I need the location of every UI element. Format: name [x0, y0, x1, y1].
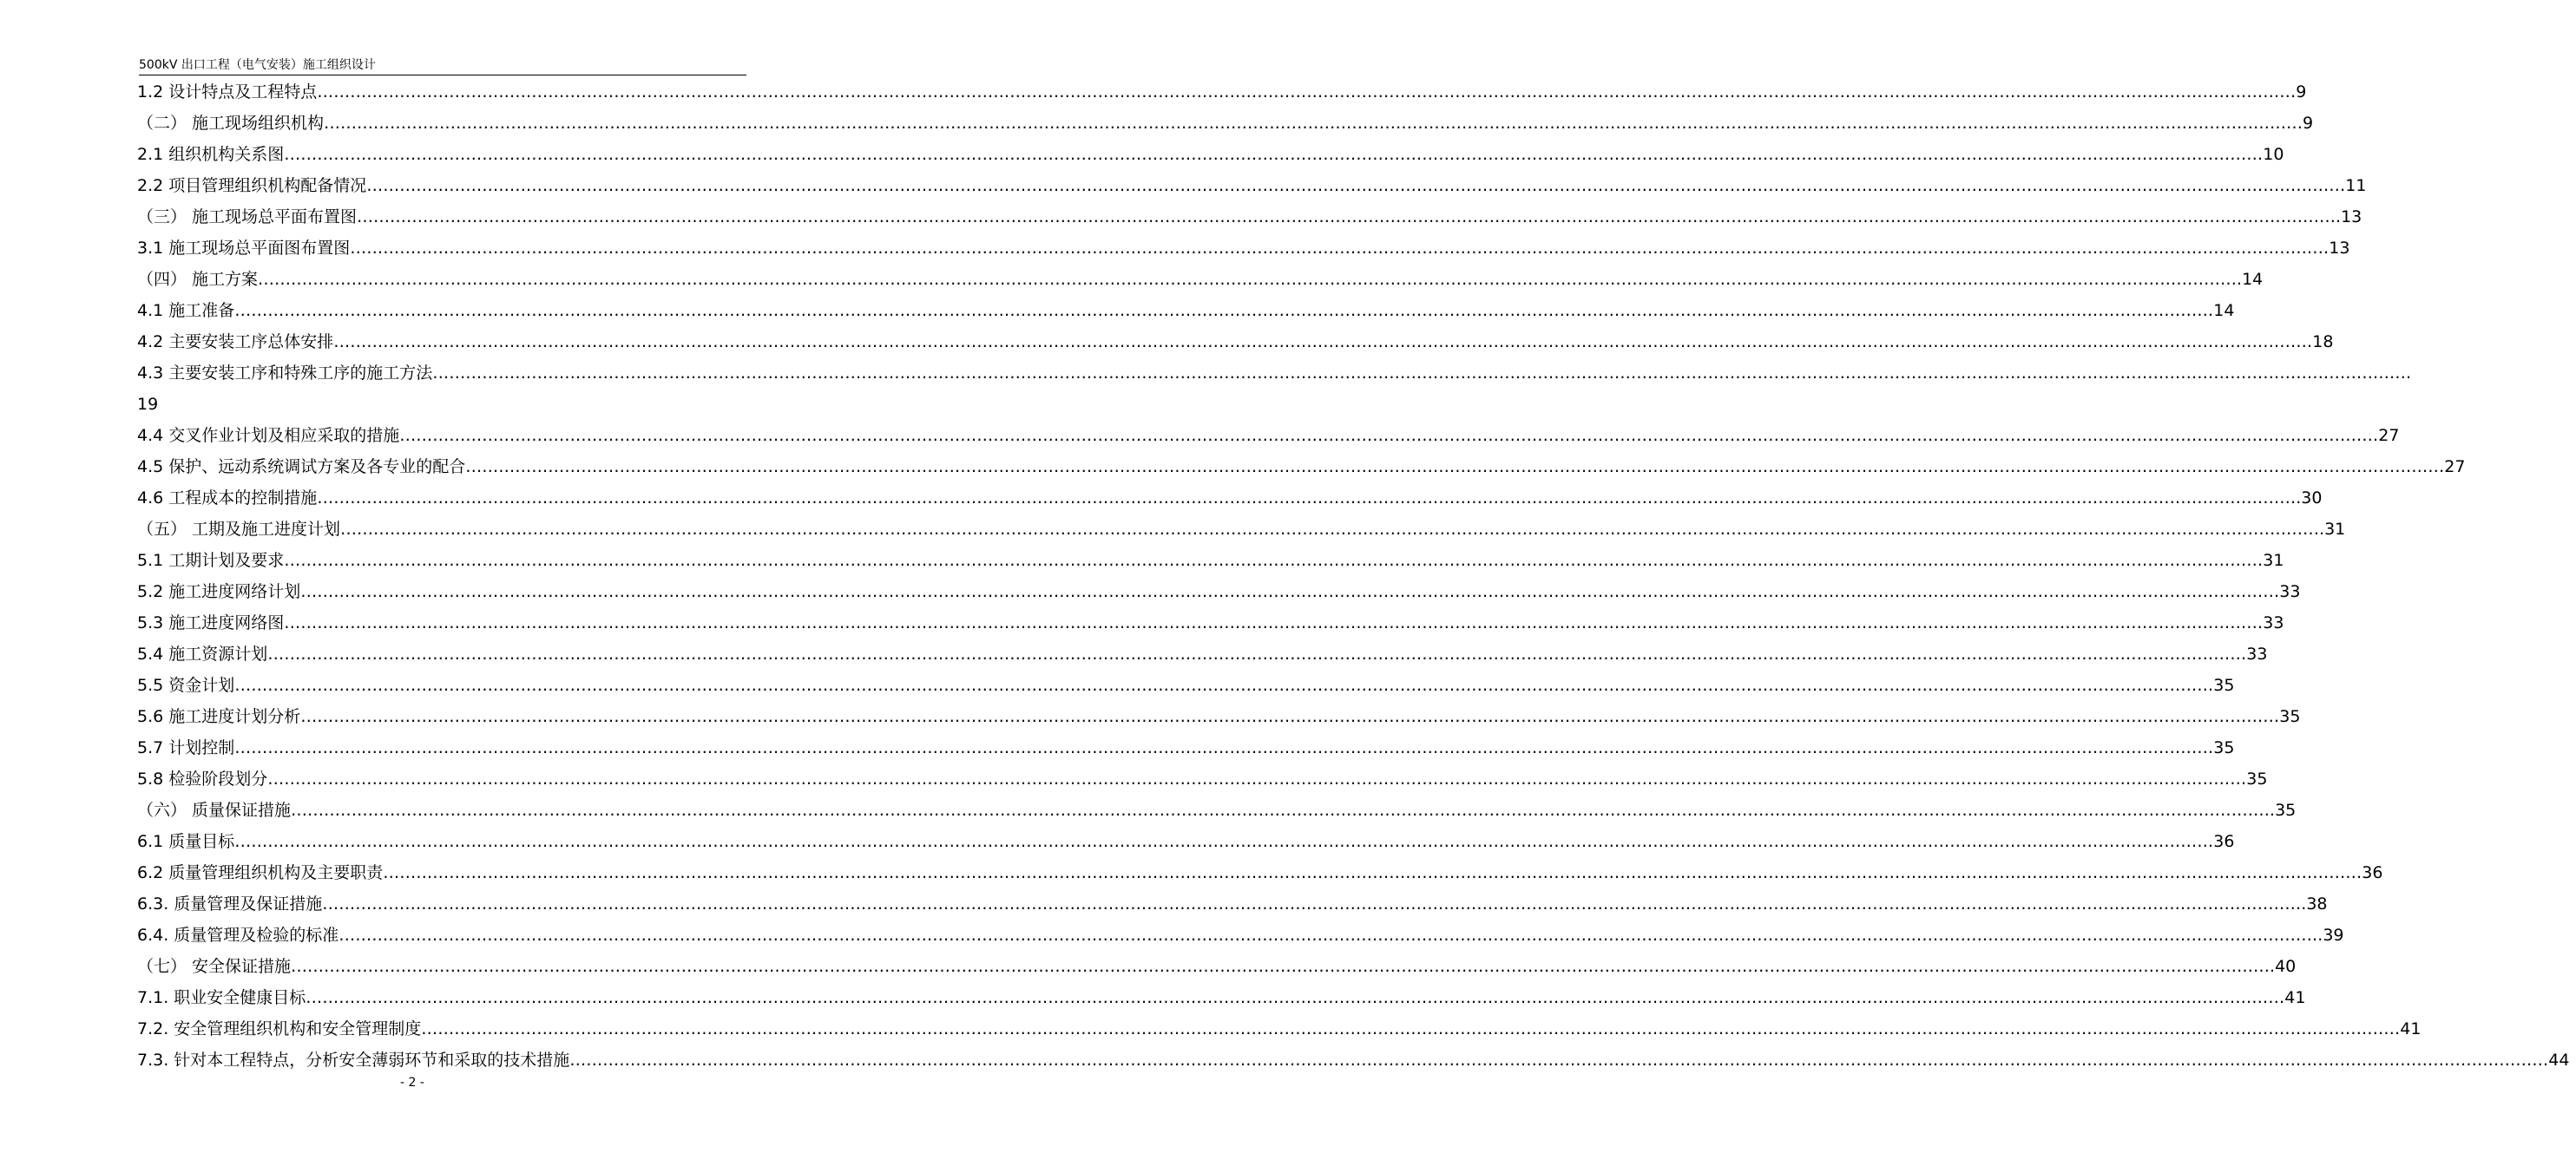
- toc-leader-dots: ………………………………………………………………………………………………………………………………………………………………………………………………………………………………………………………………………………………………………………………………: [465, 457, 2445, 476]
- toc-entry-page: 9: [2303, 114, 2314, 133]
- toc-entry[interactable]: [137, 482, 2323, 514]
- toc-leader-dots: ………………………………………………………………………………………………………………………………………………………………………………………………………………………………………………………………………………………………………………………………: [234, 738, 2214, 757]
- toc-entry-title: 4.6 工程成本的控制措施: [137, 488, 318, 508]
- toc-entry-title: 4.1 施工准备: [137, 301, 235, 320]
- toc-entry[interactable]: [137, 264, 2264, 295]
- toc-entry-page: 14: [2213, 301, 2235, 320]
- toc-entry-page: .31: [2319, 520, 2346, 539]
- toc-entry-title: 4.5 保护、远动系统调试方案及各专业的配合: [137, 457, 466, 476]
- toc-entry[interactable]: [137, 576, 2301, 607]
- toc-leader-dots: ………………………………………………………………………………………………………………………………………………………………………………………………………………………………………………………………………………………………………………………………: [300, 582, 2280, 601]
- page-header: 500kV 出口工程（电气安装）施工组织设计: [139, 58, 376, 72]
- toc-entry-page: 41: [2400, 1019, 2422, 1038]
- toc-leader-dots: ………………………………………………………………………………………………………………………………………………………………………………………………………………………………………………………………………………………………………………………………: [569, 1051, 2549, 1070]
- toc-entry-page: 41: [2284, 988, 2306, 1007]
- toc-leader-dots: ………………………………………………………………………………………………………………………………………………………………………………………………………………………………………………………………………………………………………………………………: [383, 863, 2362, 882]
- toc-entry[interactable]: [137, 920, 2344, 951]
- toc-entry[interactable]: [137, 1045, 2570, 1076]
- toc-leader-dots: ………………………………………………………………………………………………………………………………………………………………………………………………………………………………………………………………………………………………………………………………: [399, 426, 2379, 445]
- toc-entry-page: 36: [2213, 832, 2235, 851]
- toc-entry-title: （四） 施工方案: [137, 270, 259, 289]
- toc-entry[interactable]: [137, 763, 2268, 795]
- toc-entry-title: 2.1 组织机构关系图: [137, 145, 285, 164]
- toc-entry[interactable]: [137, 888, 2328, 920]
- toc-entry[interactable]: [137, 326, 2334, 357]
- toc-leader-dots: ………………………………………………………………………………………………………………………………………………………………………………………………………………………………………………………………………………………………………………………………: [234, 832, 2214, 851]
- toc-leader-dots: ………………………………………………………………………………………………………………………………………………………………………………………………………………………………………………………………………………………………………………………………: [267, 770, 2247, 789]
- toc-entry-page: 27: [2444, 457, 2466, 476]
- toc-entry[interactable]: [137, 670, 2235, 701]
- toc-entry-page: 35: [2246, 770, 2268, 789]
- toc-entry[interactable]: [137, 451, 2466, 482]
- toc-leader-dots: ………………………………………………………………………………………………………………………………………………………………………………………………………………………………………………………………………………………………………………………………: [324, 114, 2303, 133]
- toc-entry-title: 7.3. 针对本工程特点，分析安全薄弱环节和采取的技术措施: [137, 1051, 570, 1070]
- toc-entry-page: 18: [2312, 332, 2334, 351]
- toc-entry[interactable]: [137, 76, 2307, 108]
- toc-entry-title: （五） 工期及施工进度计划: [137, 520, 341, 539]
- toc-entry[interactable]: [137, 795, 2297, 826]
- toc-entry-page: 33: [2263, 613, 2284, 632]
- toc-entry-page: 10: [2263, 145, 2284, 164]
- toc-entry-page: 44: [2548, 1051, 2570, 1070]
- toc-entry-page: 33: [2246, 645, 2268, 664]
- toc-entry-title: 5.5 资金计划: [137, 676, 235, 695]
- toc-entry-title: 4.3 主要安装工序和特殊工序的施工方法: [137, 364, 433, 383]
- page-number: - 2 -: [400, 1076, 424, 1090]
- toc-entry[interactable]: [137, 357, 2412, 389]
- toc-entry-title: 5.4 施工资源计划: [137, 645, 268, 664]
- toc-entry-title: 19: [137, 395, 159, 414]
- toc-entry[interactable]: [137, 732, 2235, 763]
- toc-entry-title: 5.1 工期计划及要求: [137, 551, 285, 570]
- toc-entry[interactable]: [137, 545, 2284, 576]
- toc-entry-title: 3.1 施工现场总平面图布置图: [137, 239, 351, 258]
- toc-entry-page: 13: [2329, 239, 2350, 258]
- toc-leader-dots: ………………………………………………………………………………………………………………………………………………………………………………………………………………………………………………………………………………………………………………………………: [284, 613, 2264, 632]
- toc-entry[interactable]: [137, 639, 2268, 670]
- toc-leader-dots: ………………………………………………………………………………………………………………………………………………………………………………………………………………………………………………………………………………………………………………………………: [350, 239, 2330, 258]
- toc-entry-title: （七） 安全保证措施: [137, 957, 292, 976]
- toc-entry[interactable]: [137, 389, 746, 420]
- table-of-contents: [137, 76, 2570, 1076]
- toc-entry-page: .30: [2296, 488, 2323, 508]
- toc-entry-title: 5.8 检验阶段划分: [137, 770, 268, 789]
- toc-leader-dots: ………………………………………………………………………………………………………………………………………………………………………………………………………………………………………………………………………………………………………………………………: [234, 301, 2214, 320]
- toc-entry-title: 6.2 质量管理组织机构及主要职责: [137, 863, 384, 882]
- toc-entry-title: 7.1. 职业安全健康目标: [137, 988, 306, 1007]
- toc-entry-page: .38: [2301, 894, 2328, 914]
- toc-entry[interactable]: [137, 170, 2367, 201]
- toc-entry[interactable]: [137, 1013, 2422, 1045]
- toc-leader-dots: ………………………………………………………………………………………………………………………………………………………………………………………………………………………………………………………………………………………………………………………………: [340, 520, 2320, 539]
- toc-leader-dots: ………………………………………………………………………………………………………………………………………………………………………………………………………………………………………………………………………………………………………………………………: [300, 707, 2280, 726]
- toc-entry-title: 2.2 项目管理组织机构配备情况: [137, 176, 367, 195]
- toc-leader-dots: ………………………………………………………………………………………………………………………………………………………………………………………………………………………………………………………………………………………………………………………………: [333, 332, 2313, 351]
- toc-entry-page: 11: [2345, 176, 2367, 195]
- toc-entry-title: 5.3 施工进度网络图: [137, 613, 285, 632]
- toc-leader-dots: ………………………………………………………………………………………………………………………………………………………………………………………………………………………………………………………………………………………………………………………………: [317, 82, 2297, 102]
- toc-leader-dots: ………………………………………………………………………………………………………………………………………………………………………………………………………………………………………………………………………………………………………………………………: [338, 926, 2318, 945]
- toc-leader-dots: ………………………………………………………………………………………………………………………………………………………………………………………………………………………………………………………………………………………………………………………………: [291, 801, 2270, 820]
- toc-leader-dots: ………………………………………………………………………………………………………………………………………………………………………………………………………………………………………………………………………………………………………………………………: [322, 894, 2302, 914]
- toc-entry-title: 6.1 质量目标: [137, 832, 235, 851]
- toc-entry-page: 33: [2279, 582, 2301, 601]
- toc-entry[interactable]: [137, 295, 2235, 326]
- toc-entry-page: 35: [2213, 738, 2235, 757]
- toc-leader-dots: ………………………………………………………………………………………………………………………………………………………………………………………………………………………………………………………………………………………………………………………………: [234, 676, 2214, 695]
- toc-entry-page: 36: [2362, 863, 2383, 882]
- toc-entry-page: 31: [2263, 551, 2284, 570]
- toc-entry-page: .35: [2270, 801, 2297, 820]
- toc-entry-page: 9: [2296, 82, 2307, 102]
- toc-entry-title: 4.2 主要安装工序总体安排: [137, 332, 334, 351]
- toc-entry[interactable]: [137, 857, 2383, 888]
- toc-leader-dots: ………………………………………………………………………………………………………………………………………………………………………………………………………………………………………………………………………………………………………………………………: [366, 176, 2346, 195]
- toc-leader-dots: ………………………………………………………………………………………………………………………………………………………………………………………………………………………………………………………………………………………………………………………………: [432, 364, 2412, 383]
- toc-entry-page: 35: [2279, 707, 2301, 726]
- toc-leader-dots: ………………………………………………………………………………………………………………………………………………………………………………………………………………………………………………………………………………………………………………………………: [284, 145, 2264, 164]
- toc-leader-dots: ………………………………………………………………………………………………………………………………………………………………………………………………………………………………………………………………………………………………………………………………: [306, 988, 2285, 1007]
- toc-entry[interactable]: [137, 982, 2306, 1013]
- toc-entry-page: .13: [2336, 207, 2362, 226]
- toc-entry-page: 35: [2213, 676, 2235, 695]
- toc-entry-title: 5.7 计划控制: [137, 738, 235, 757]
- toc-entry[interactable]: [137, 607, 2284, 639]
- toc-entry-title: 6.4. 质量管理及检验的标准: [137, 926, 339, 945]
- toc-entry-title: 5.6 施工进度计划分析: [137, 707, 301, 726]
- toc-leader-dots: ………………………………………………………………………………………………………………………………………………………………………………………………………………………………………………………………………………………………………………………………: [357, 207, 2336, 226]
- toc-entry-title: （三） 施工现场总平面布置图: [137, 207, 358, 226]
- toc-entry-page: .39: [2317, 926, 2344, 945]
- toc-leader-dots: ………………………………………………………………………………………………………………………………………………………………………………………………………………………………………………………………………………………………………………………………: [284, 551, 2264, 570]
- toc-leader-dots: ………………………………………………………………………………………………………………………………………………………………………………………………………………………………………………………………………………………………………………………………: [258, 270, 2238, 289]
- toc-entry[interactable]: [137, 108, 2314, 139]
- toc-entry[interactable]: [137, 951, 2297, 982]
- toc-entry-title: 6.3. 质量管理及保证措施: [137, 894, 323, 914]
- toc-entry[interactable]: [137, 514, 2346, 545]
- toc-entry-page: .14: [2237, 270, 2264, 289]
- toc-entry[interactable]: [137, 139, 2284, 170]
- toc-entry-title: 4.4 交叉作业计划及相应采取的措施: [137, 426, 400, 445]
- toc-entry-title: 7.2. 安全管理组织机构和安全管理制度: [137, 1019, 422, 1038]
- toc-entry[interactable]: [137, 233, 2350, 264]
- toc-entry[interactable]: [137, 201, 2362, 233]
- toc-leader-dots: ………………………………………………………………………………………………………………………………………………………………………………………………………………………………………………………………………………………………………………………………: [291, 957, 2270, 976]
- toc-entry[interactable]: [137, 826, 2235, 857]
- toc-entry-title: 5.2 施工进度网络计划: [137, 582, 301, 601]
- toc-entry[interactable]: [137, 420, 2400, 451]
- toc-entry-page: 27: [2378, 426, 2400, 445]
- toc-entry-page: .40: [2270, 957, 2297, 976]
- toc-leader-dots: ………………………………………………………………………………………………………………………………………………………………………………………………………………………………………………………………………………………………………………………………: [421, 1019, 2401, 1038]
- toc-entry-title: （二） 施工现场组织机构: [137, 114, 325, 133]
- toc-entry-title: 1.2 设计特点及工程特点: [137, 82, 318, 102]
- toc-leader-dots: ………………………………………………………………………………………………………………………………………………………………………………………………………………………………………………………………………………………………………………………………: [317, 488, 2297, 508]
- toc-entry[interactable]: [137, 701, 2301, 732]
- toc-leader-dots: ………………………………………………………………………………………………………………………………………………………………………………………………………………………………………………………………………………………………………………………………: [267, 645, 2247, 664]
- toc-entry-title: （六） 质量保证措施: [137, 801, 292, 820]
